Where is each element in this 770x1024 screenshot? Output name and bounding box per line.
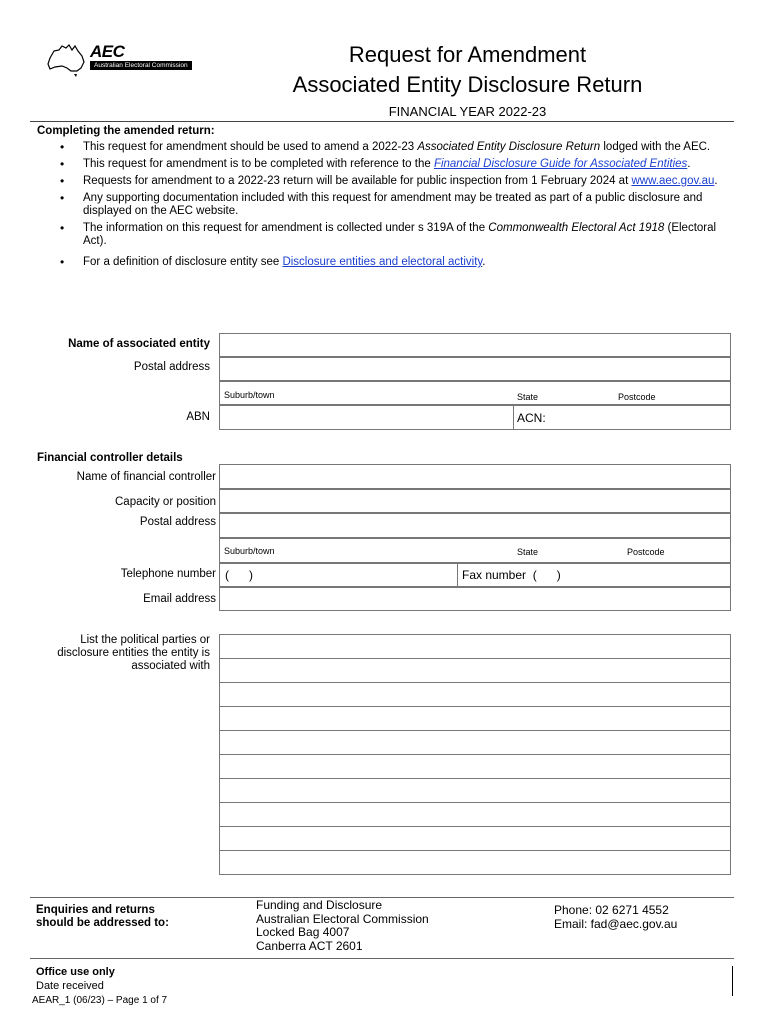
party-row[interactable] — [219, 658, 731, 683]
instruction-item: • Requests for amendment to a 2022-23 return will be available for public inspection from 1 February 2024 at www.aec.gov.au. — [60, 175, 730, 188]
entity-name-field[interactable] — [219, 333, 731, 357]
entity-name-label: Name of associated entity — [68, 338, 210, 350]
controller-state-label: State — [517, 547, 539, 557]
fax-label: Fax number ( ) — [462, 568, 561, 582]
abn-field[interactable] — [219, 405, 514, 430]
party-row[interactable] — [219, 826, 731, 851]
controller-suburb-row[interactable] — [219, 538, 731, 563]
footer-email: Email: fad@aec.gov.au — [554, 917, 678, 931]
instruction-item: • The information on this request for amendment is collected under s 319A of the Commonwealth Electoral Act 1918 (Electoral Act). — [60, 222, 730, 248]
logo-aec-text: AEC — [90, 42, 125, 61]
footer-divider-bottom — [30, 958, 734, 959]
instruction-item: • This request for amendment should be used to amend a 2022-23 Associated Entity Disclosure Return lodged with the AEC. — [60, 141, 730, 154]
party-row[interactable] — [219, 778, 731, 803]
controller-postal-field[interactable] — [219, 513, 731, 538]
financial-guide-link[interactable]: Financial Disclosure Guide for Associated Entities — [433, 158, 688, 170]
disclosure-entities-link[interactable]: Disclosure entities and electoral activity — [282, 256, 483, 268]
instructions-list — [60, 141, 730, 273]
controller-postal-label: Postal address — [139, 516, 216, 528]
postal-contact: Funding and Disclosure Australian Electoral Commission Locked Bag 4007 Canberra ACT 2601 — [256, 898, 429, 953]
enquiries-label: Enquiries and returns should be addressed to: — [36, 904, 169, 929]
entity-state-label: State — [517, 392, 539, 402]
header-divider — [30, 121, 734, 122]
office-use-box-edge — [732, 966, 733, 996]
aec-website-link[interactable]: www.aec.gov.au — [631, 175, 715, 187]
date-received-label: Date received — [36, 980, 104, 992]
form-code: AEAR_1 (06/23) – Page 1 of 7 — [32, 995, 168, 1006]
controller-name-field[interactable] — [219, 464, 731, 489]
abn-label: ABN — [186, 411, 210, 423]
phone-field[interactable] — [219, 563, 458, 587]
office-use-heading: Office use only — [36, 966, 115, 978]
logo-subtitle: Australian Electoral Commission — [90, 61, 192, 70]
acn-label: ACN: — [517, 411, 546, 425]
footer-phone: Phone: 02 6271 4552 — [554, 903, 669, 917]
party-row[interactable] — [219, 802, 731, 827]
instruction-item: • This request for amendment is to be completed with reference to the Financial Disclosure Guide for Associated Entities. — [60, 158, 730, 171]
controller-name-label: Name of financial controller — [76, 471, 216, 483]
footer-divider-top — [30, 897, 734, 898]
parties-list — [219, 634, 731, 875]
title-line-1: Request for Amendment — [348, 42, 587, 67]
fax-field[interactable] — [457, 563, 731, 587]
entity-postal-label: Postal address — [133, 361, 210, 373]
capacity-label: Capacity or position — [115, 496, 216, 508]
financial-year: FINANCIAL YEAR 2022-23 — [388, 104, 547, 119]
instruction-item: • For a definition of disclosure entity see Disclosure entities and electoral activity. — [60, 256, 730, 269]
acn-field[interactable] — [513, 405, 731, 430]
page-title — [230, 40, 705, 100]
email-field[interactable] — [219, 587, 731, 611]
capacity-field[interactable] — [219, 489, 731, 513]
party-row[interactable] — [219, 682, 731, 707]
phone-label: Telephone number — [120, 568, 216, 580]
entity-postal-field[interactable] — [219, 357, 731, 381]
instruction-item: • Any supporting documentation included with this request for amendment may be treated as part of a public disclosure and displayed on the AEC website. — [60, 192, 730, 218]
phone-area-code: ( ) — [225, 568, 253, 582]
entity-postcode-label: Postcode — [618, 392, 656, 402]
party-row[interactable] — [219, 850, 731, 875]
controller-suburb-label: Suburb/town — [224, 546, 275, 556]
australia-map-icon — [44, 42, 88, 78]
email-label: Email address — [143, 593, 216, 605]
completing-heading: Completing the amended return: — [37, 125, 215, 137]
party-row[interactable] — [219, 634, 731, 659]
aec-logo — [44, 42, 204, 82]
controller-heading: Financial controller details — [37, 452, 183, 464]
party-row[interactable] — [219, 730, 731, 755]
controller-postcode-label: Postcode — [627, 547, 665, 557]
party-row[interactable] — [219, 706, 731, 731]
title-line-2: Associated Entity Disclosure Return — [292, 72, 643, 97]
entity-suburb-row[interactable] — [219, 381, 731, 405]
party-row[interactable] — [219, 754, 731, 779]
phone-email-contact — [554, 903, 677, 931]
parties-label: List the political parties or disclosure entities the entity is associated with — [57, 634, 210, 672]
entity-suburb-label: Suburb/town — [224, 390, 275, 400]
